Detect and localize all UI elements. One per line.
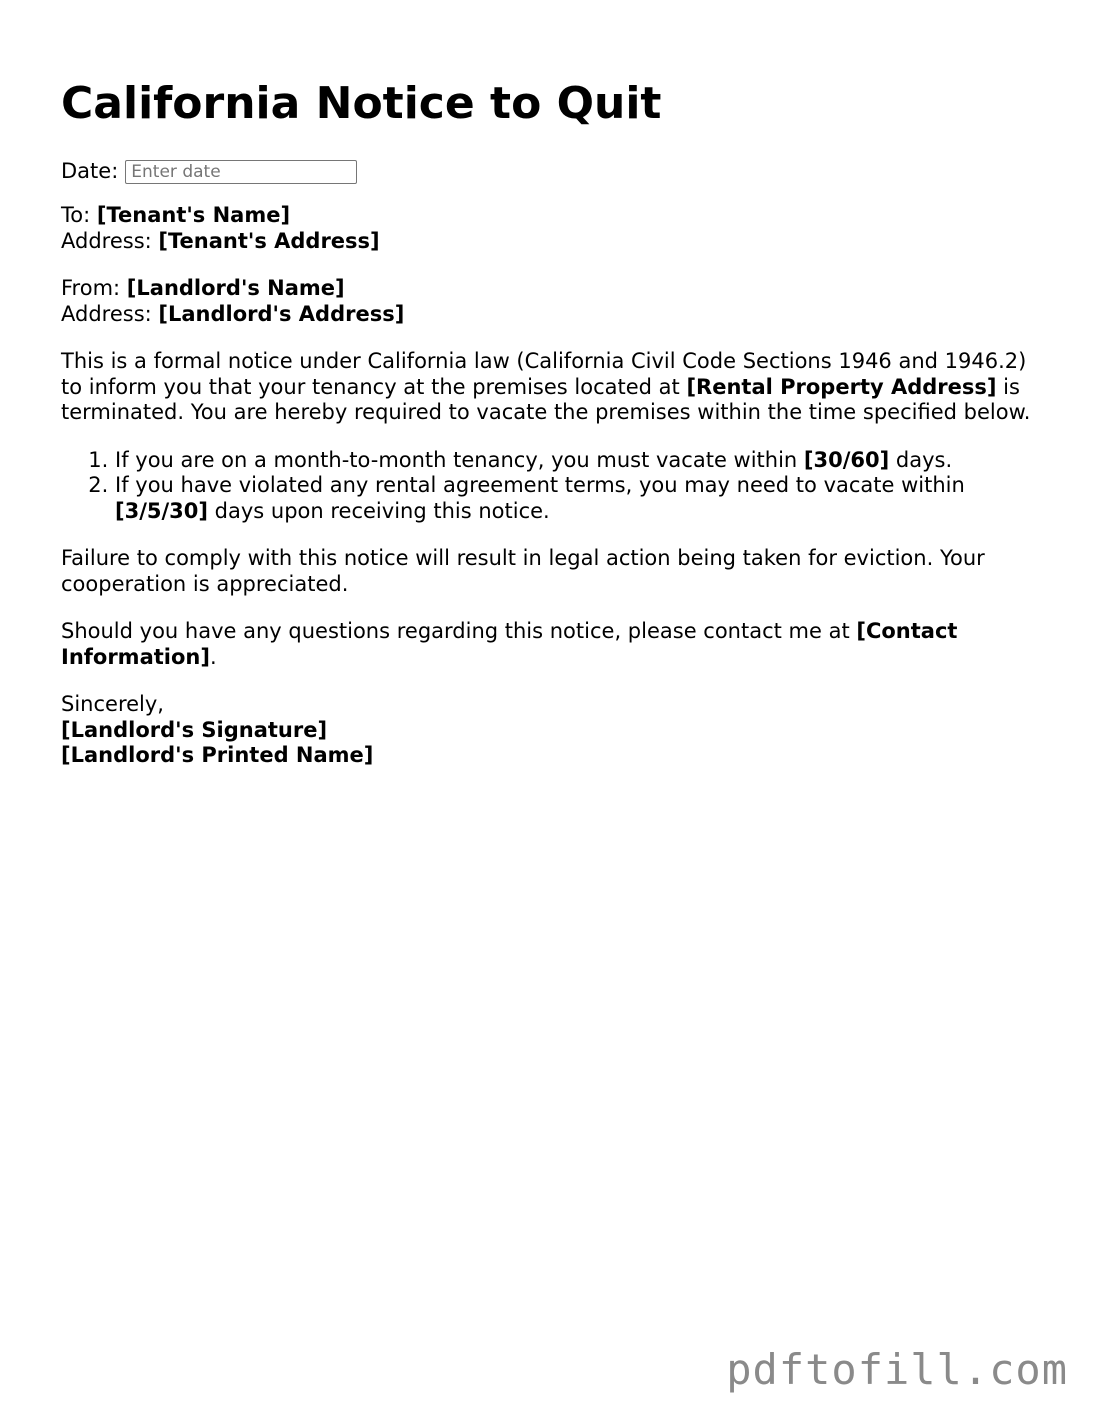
tenant-address-label: Address: xyxy=(61,228,152,253)
tenant-address: [Tenant's Address] xyxy=(158,228,380,253)
condition-text-end: days. xyxy=(889,447,953,472)
recipient-block xyxy=(61,203,1031,254)
date-row xyxy=(61,155,1031,189)
condition-text-start: If you are on a month-to-month tenancy, you must vacate within xyxy=(115,447,804,472)
landlord-signature: [Landlord's Signature] xyxy=(61,717,328,742)
failure-paragraph: Failure to comply with this notice will result in legal action being taken for eviction. Your cooperation is appreciated. xyxy=(61,546,985,596)
document-title: California Notice to Quit xyxy=(61,78,662,129)
date-label: Date: xyxy=(61,159,119,184)
landlord-address-label: Address: xyxy=(61,301,152,326)
contact-paragraph xyxy=(61,619,1031,670)
condition-text-start: If you have violated any rental agreement terms, you may need to vacate within xyxy=(115,473,965,497)
closing-block xyxy=(61,692,1031,769)
document-body xyxy=(61,155,1031,791)
from-label: From: xyxy=(61,276,121,300)
condition-text-end: days upon receiving this notice. xyxy=(207,498,550,523)
tenant-name: [Tenant's Name] xyxy=(96,203,291,227)
salutation: Sincerely, xyxy=(61,692,164,716)
contact-text: Should you have any questions regarding this notice, please contact me at xyxy=(61,619,857,643)
landlord-name: [Landlord's Name] xyxy=(126,276,345,300)
landlord-printed-name: [Landlord's Printed Name] xyxy=(61,743,374,767)
condition-item xyxy=(115,448,1031,474)
sender-block xyxy=(61,276,1031,327)
intro-paragraph xyxy=(61,349,1031,426)
intro-text-start: This is a formal notice under California law (California Civil Code Sections 1946 and 1946.2) to inform you that your tenancy at the premises located at xyxy=(61,349,1027,399)
contact-period: . xyxy=(209,644,217,669)
to-label: To: xyxy=(61,203,91,227)
condition-days: [3/5/30] xyxy=(115,498,208,523)
condition-days: [30/60] xyxy=(803,447,890,472)
conditions-list xyxy=(61,448,1031,525)
intro-text-end: is terminated. You are hereby required to vacate the premises within the time specified below. xyxy=(61,374,1031,424)
date-input[interactable] xyxy=(125,160,357,184)
contact-information: [Contact Information] xyxy=(61,619,958,669)
condition-item xyxy=(115,473,1031,524)
site-watermark: pdftofill.com xyxy=(726,1345,1068,1394)
rental-property-address: [Rental Property Address] xyxy=(686,374,997,399)
landlord-address: [Landlord's Address] xyxy=(158,301,405,326)
